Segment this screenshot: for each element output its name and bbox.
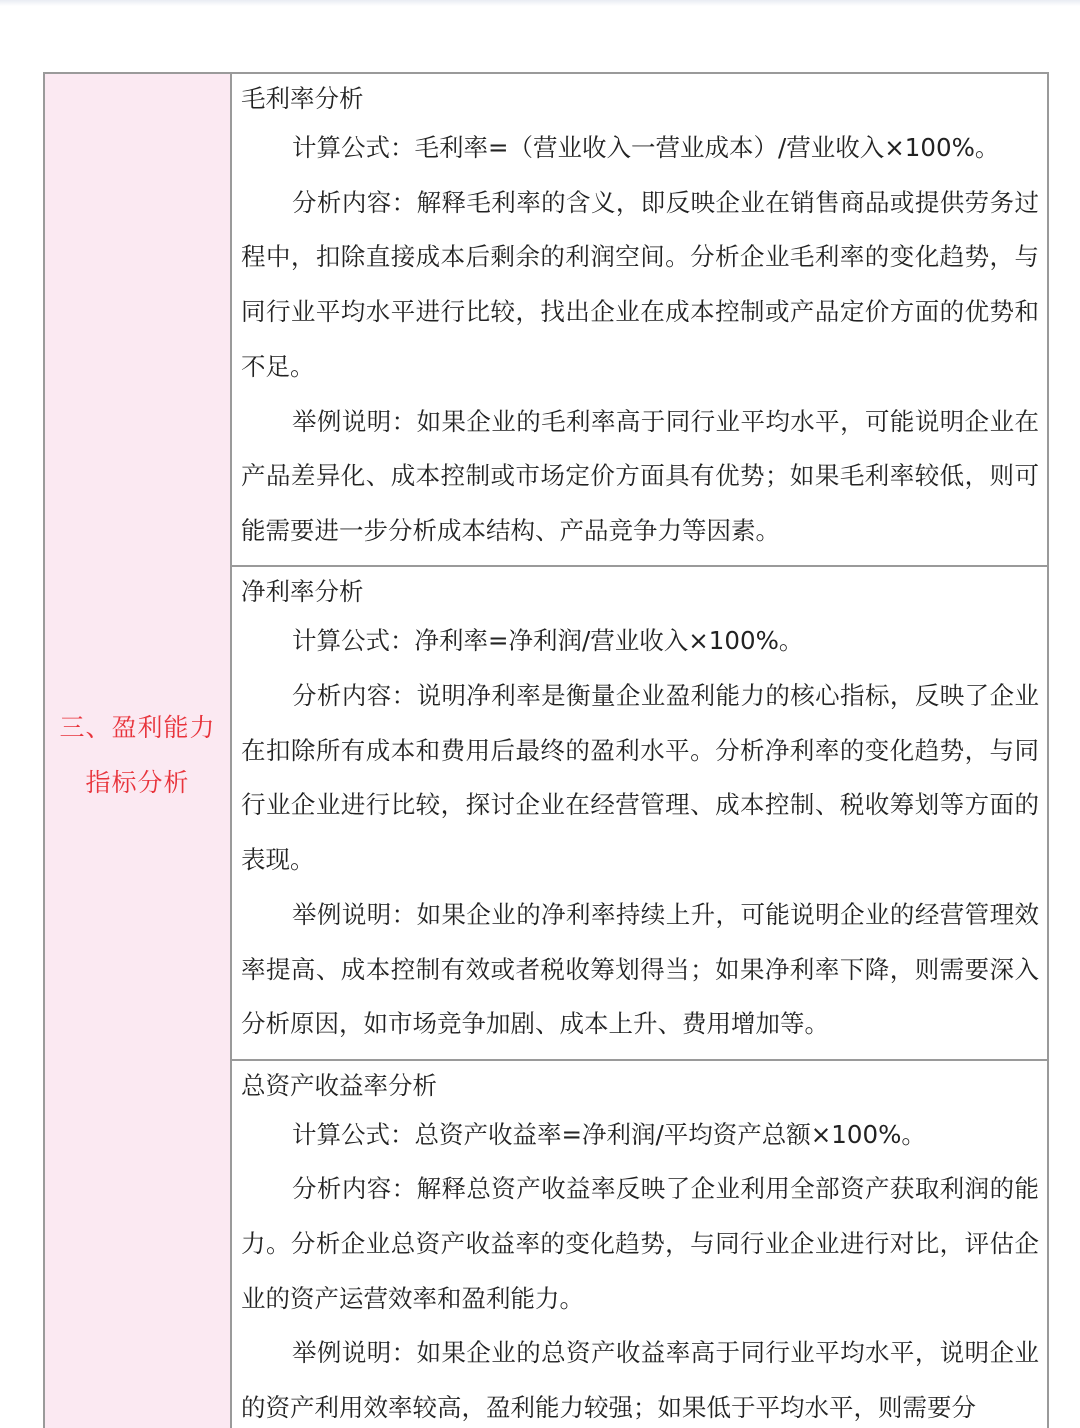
section-title: 净利率分析: [241, 577, 364, 607]
example-paragraph: 举例说明：如果企业的毛利率高于同行业平均水平，可能说明企业在产品差异化、成本控制或市场定价方面具有优势；如果毛利率较低，则可能需要进一步分析成本结构、产品竞争力等因素。: [241, 406, 1039, 545]
content-column: [232, 74, 1049, 1428]
example-paragraph: 举例说明：如果企业的净利率持续上升，可能说明企业的经营管理效率提高、成本控制有效或者税收筹划得当；如果净利率下降，则需要深入分析原因，如市场竞争加剧、成本上升、费用增加等。: [241, 899, 1039, 1039]
analysis-paragraph: 分析内容：解释毛利率的含义，即反映企业在销售商品或提供劳务过程中，扣除直接成本后剩余的利润空间。分析企业毛利率的变化趋势，与同行业平均水平进行比较，找出企业在成本控制或产品定价方面的优势和不足。: [241, 187, 1039, 381]
formula-paragraph: 计算公式：总资产收益率=净利润/平均资产总额×100%。: [292, 1119, 926, 1149]
category-label-line1: 三、盈利能力: [59, 713, 216, 742]
category-label-line2: 指标分析: [85, 768, 190, 797]
category-cell: [45, 74, 232, 1428]
section-title: 毛利率分析: [241, 84, 364, 113]
analysis-table: [43, 72, 1049, 1428]
formula-paragraph: 计算公式：毛利率=（营业收入一营业成本）/营业收入×100%。: [292, 133, 1000, 162]
analysis-paragraph: 分析内容：说明净利率是衡量企业盈利能力的核心指标，反映了企业在扣除所有成本和费用后最终的盈利水平。分析净利率的变化趋势，与同行业企业进行比较，探讨企业在经营管理、成本控制、税收筹划等方面的表现。: [241, 681, 1039, 875]
top-edge-shade: [0, 0, 1080, 6]
section-title: 总资产收益率分析: [241, 1070, 437, 1100]
analysis-paragraph: 分析内容：解释总资产收益率反映了企业利用全部资产获取利润的能力。分析企业总资产收益率的变化趋势，与同行业企业进行对比，评估企业的资产运营效率和盈利能力。: [241, 1174, 1039, 1313]
category-label: [45, 700, 230, 810]
example-paragraph: 举例说明：如果企业的总资产收益率高于同行业平均水平，说明企业的资产利用效率较高，盈利能力较强；如果低于平均水平，则需要分: [241, 1338, 1039, 1423]
section-roa: [232, 1061, 1047, 1428]
section-gross-margin: [232, 74, 1047, 567]
formula-paragraph: 计算公式：净利率=净利润/营业收入×100%。: [292, 626, 804, 656]
section-net-margin: [232, 567, 1047, 1060]
